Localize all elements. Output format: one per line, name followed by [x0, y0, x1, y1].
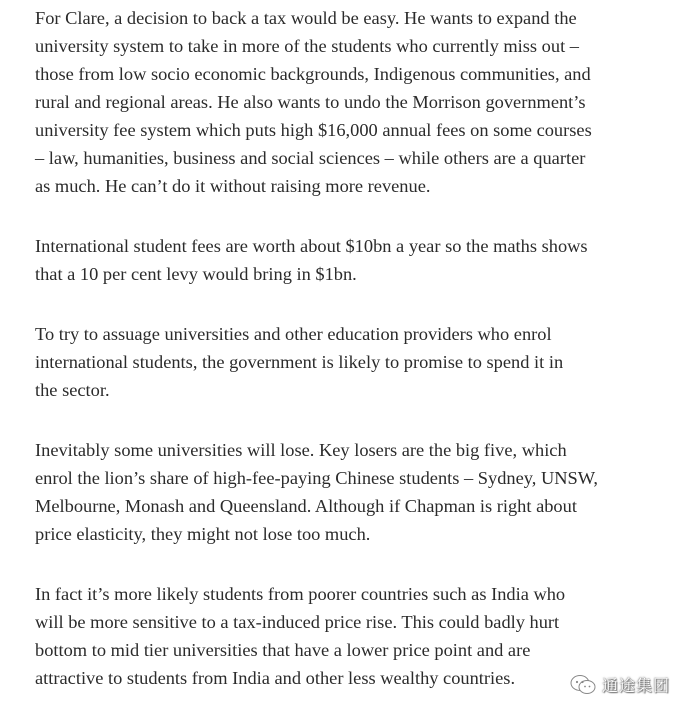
paragraph-line: enrol the lion’s share of high-fee-paying Chinese students – Sydney, UNSW,	[35, 468, 599, 488]
paragraph-line: Melbourne, Monash and Queensland. Although if Chapman is right about	[35, 496, 577, 516]
paragraph-line: For Clare, a decision to back a tax would be easy. He wants to expand the	[35, 8, 577, 28]
paragraph-1	[35, 4, 665, 200]
paragraph-3	[35, 320, 665, 404]
paragraph-line: International student fees are worth about $10bn a year so the maths shows	[35, 236, 588, 256]
paragraph-line: will be more sensitive to a tax-induced price rise. This could badly hurt	[35, 612, 560, 632]
paragraph-line: bottom to mid tier universities that have a lower price point and are	[35, 640, 531, 660]
paragraph-line: price elasticity, they might not lose too much.	[35, 524, 371, 544]
paragraph-2	[35, 232, 665, 288]
paragraph-line: that a 10 per cent levy would bring in $1bn.	[35, 264, 357, 284]
wechat-icon	[570, 674, 596, 696]
paragraph-line: Inevitably some universities will lose. Key losers are the big five, which	[35, 440, 567, 460]
paragraph-line: university fee system which puts high $16,000 annual fees on some courses	[35, 120, 592, 140]
paragraph-line: the sector.	[35, 380, 110, 400]
paragraph-line: university system to take in more of the students who currently miss out –	[35, 36, 579, 56]
paragraph-line: as much. He can’t do it without raising more revenue.	[35, 176, 431, 196]
paragraph-4	[35, 436, 665, 548]
paragraph-line: those from low socio economic backgrounds, Indigenous communities, and	[35, 64, 591, 84]
watermark	[566, 671, 674, 698]
paragraph-line: attractive to students from India and other less wealthy countries.	[35, 668, 516, 688]
paragraph-line: – law, humanities, business and social sciences – while others are a quarter	[35, 148, 586, 168]
paragraph-line: In fact it’s more likely students from poorer countries such as India who	[35, 584, 566, 604]
watermark-text: 通途集团	[601, 676, 670, 695]
paragraph-line: To try to assuage universities and other education providers who enrol	[35, 324, 552, 344]
paragraph-line: international students, the government is likely to promise to spend it in	[35, 352, 564, 372]
article-body	[35, 4, 665, 692]
paragraph-line: rural and regional areas. He also wants to undo the Morrison government’s	[35, 92, 586, 112]
